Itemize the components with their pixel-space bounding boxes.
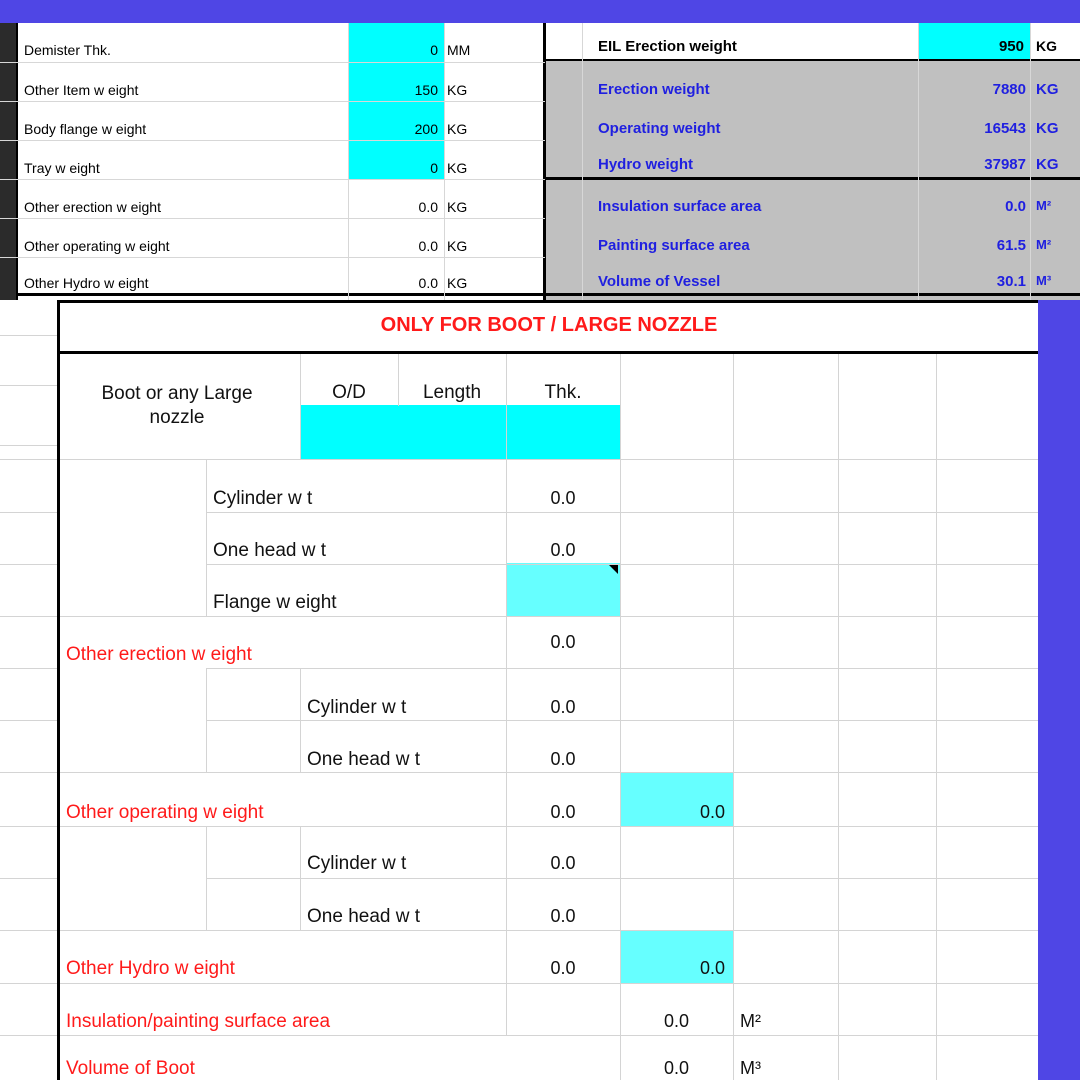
label-other-hydro-weight-boot: Other Hydro w eight bbox=[66, 958, 235, 979]
bottom-border bbox=[16, 293, 1080, 296]
value-painting-surface-area: 61.5 bbox=[996, 237, 1026, 254]
flange-weight-input[interactable] bbox=[506, 563, 620, 617]
unit-other-erection-weight: KG bbox=[447, 199, 468, 215]
label-tray-weight: Tray w eight bbox=[24, 160, 100, 176]
value-other-hydro-weight[interactable]: 0.0 bbox=[418, 275, 438, 291]
unit-insulation-surface-area: M² bbox=[1036, 198, 1052, 213]
label-boot-large-nozzle: Boot or any Large nozzle bbox=[101, 383, 253, 428]
left-border bbox=[16, 23, 18, 300]
value-one-head-wt: 0.0 bbox=[550, 540, 576, 560]
unit-insulation-painting-area: M² bbox=[740, 1011, 761, 1031]
value-other-operating-weight[interactable]: 0.0 bbox=[418, 238, 438, 254]
label-operating-weight: Operating weight bbox=[598, 120, 721, 137]
label-other-erection-weight-boot: Other erection w eight bbox=[66, 644, 252, 665]
total-other-hydro-weight: 0.0 bbox=[699, 958, 725, 978]
value-other-hydro-weight-boot: 0.0 bbox=[550, 958, 576, 978]
label-other-erection-weight: Other erection w eight bbox=[24, 199, 161, 215]
total-other-operating-weight: 0.0 bbox=[699, 802, 725, 822]
summary-divider bbox=[545, 177, 1080, 180]
value-insulation-surface-area: 0.0 bbox=[1005, 198, 1026, 215]
unit-other-item-weight: KG bbox=[447, 82, 468, 98]
label-operating-cylinder-wt: Cylinder w t bbox=[307, 853, 407, 874]
boot-sheet-section bbox=[0, 300, 1038, 1080]
header-od: O/D bbox=[332, 382, 366, 403]
top-sheet-section bbox=[0, 23, 1080, 300]
boot-section-title: ONLY FOR BOOT / LARGE NOZZLE bbox=[380, 314, 718, 336]
unit-painting-surface-area: M² bbox=[1036, 237, 1052, 252]
unit-eil-erection-weight: KG bbox=[1036, 38, 1057, 54]
unit-volume-of-vessel: M³ bbox=[1036, 273, 1052, 288]
value-other-operating-weight-boot: 0.0 bbox=[550, 802, 576, 822]
unit-hydro-weight: KG bbox=[1036, 156, 1059, 173]
boot-top-border bbox=[57, 300, 1038, 303]
unit-operating-weight: KG bbox=[1036, 120, 1059, 137]
value-insulation-painting-area: 0.0 bbox=[663, 1011, 690, 1031]
value-operating-cylinder-wt: 0.0 bbox=[550, 853, 576, 873]
value-demister-thk[interactable]: 0 bbox=[430, 42, 438, 58]
unit-body-flange-weight: KG bbox=[447, 121, 468, 137]
middle-border bbox=[543, 23, 546, 300]
value-volume-of-boot: 0.0 bbox=[663, 1058, 690, 1078]
boot-title-border bbox=[57, 351, 1038, 354]
boot-dimension-inputs[interactable] bbox=[300, 405, 620, 459]
header-thk: Thk. bbox=[544, 382, 582, 403]
value-eil-erection-weight[interactable]: 950 bbox=[998, 38, 1024, 55]
value-body-flange-weight[interactable]: 200 bbox=[414, 121, 438, 137]
value-erection-weight: 7880 bbox=[992, 81, 1026, 98]
label-operating-one-head-wt: One head w t bbox=[307, 906, 421, 927]
label-one-head-wt: One head w t bbox=[213, 540, 327, 561]
eil-divider bbox=[545, 59, 1080, 61]
unit-erection-weight: KG bbox=[1036, 81, 1059, 98]
label-insulation-surface-area: Insulation surface area bbox=[598, 198, 762, 215]
unit-other-hydro-weight: KG bbox=[447, 275, 468, 291]
value-tray-weight[interactable]: 0 bbox=[430, 160, 438, 176]
label-volume-of-vessel: Volume of Vessel bbox=[598, 273, 721, 290]
value-volume-of-vessel: 30.1 bbox=[996, 273, 1026, 290]
value-cylinder-wt: 0.0 bbox=[550, 488, 576, 508]
label-demister-thk: Demister Thk. bbox=[24, 42, 111, 58]
label-insulation-painting-area: Insulation/painting surface area bbox=[66, 1011, 331, 1032]
unit-volume-of-boot: M³ bbox=[740, 1058, 761, 1078]
label-other-operating-weight-boot: Other operating w eight bbox=[66, 802, 264, 823]
label-hydro-weight: Hydro weight bbox=[598, 156, 694, 173]
unit-demister-thk: MM bbox=[447, 42, 471, 58]
value-operating-weight: 16543 bbox=[984, 120, 1026, 137]
value-other-erection-weight[interactable]: 0.0 bbox=[418, 199, 438, 215]
value-hydro-weight: 37987 bbox=[984, 156, 1026, 173]
header-length: Length bbox=[422, 382, 482, 403]
value-other-erection-weight-boot: 0.0 bbox=[550, 632, 576, 652]
label-painting-surface-area: Painting surface area bbox=[598, 237, 750, 254]
label-other-item-weight: Other Item w eight bbox=[24, 82, 139, 98]
row-header-strip bbox=[0, 23, 16, 300]
label-flange-weight: Flange w eight bbox=[213, 592, 337, 613]
value-erection-one-head-wt: 0.0 bbox=[550, 749, 576, 769]
comment-marker-icon[interactable] bbox=[608, 564, 618, 574]
label-erection-one-head-wt: One head w t bbox=[307, 749, 421, 770]
label-body-flange-weight: Body flange w eight bbox=[24, 121, 147, 137]
value-operating-one-head-wt: 0.0 bbox=[550, 906, 576, 926]
label-other-hydro-weight: Other Hydro w eight bbox=[24, 275, 149, 291]
label-eil-erection-weight: EIL Erection weight bbox=[598, 38, 737, 55]
label-erection-cylinder-wt: Cylinder w t bbox=[307, 697, 407, 718]
unit-tray-weight: KG bbox=[447, 160, 468, 176]
unit-other-operating-weight: KG bbox=[447, 238, 468, 254]
value-other-item-weight[interactable]: 150 bbox=[414, 82, 438, 98]
label-cylinder-wt: Cylinder w t bbox=[213, 488, 313, 509]
label-other-operating-weight: Other operating w eight bbox=[24, 238, 170, 254]
value-erection-cylinder-wt: 0.0 bbox=[550, 697, 576, 717]
label-volume-of-boot: Volume of Boot bbox=[66, 1058, 195, 1079]
label-erection-weight: Erection weight bbox=[598, 81, 710, 98]
